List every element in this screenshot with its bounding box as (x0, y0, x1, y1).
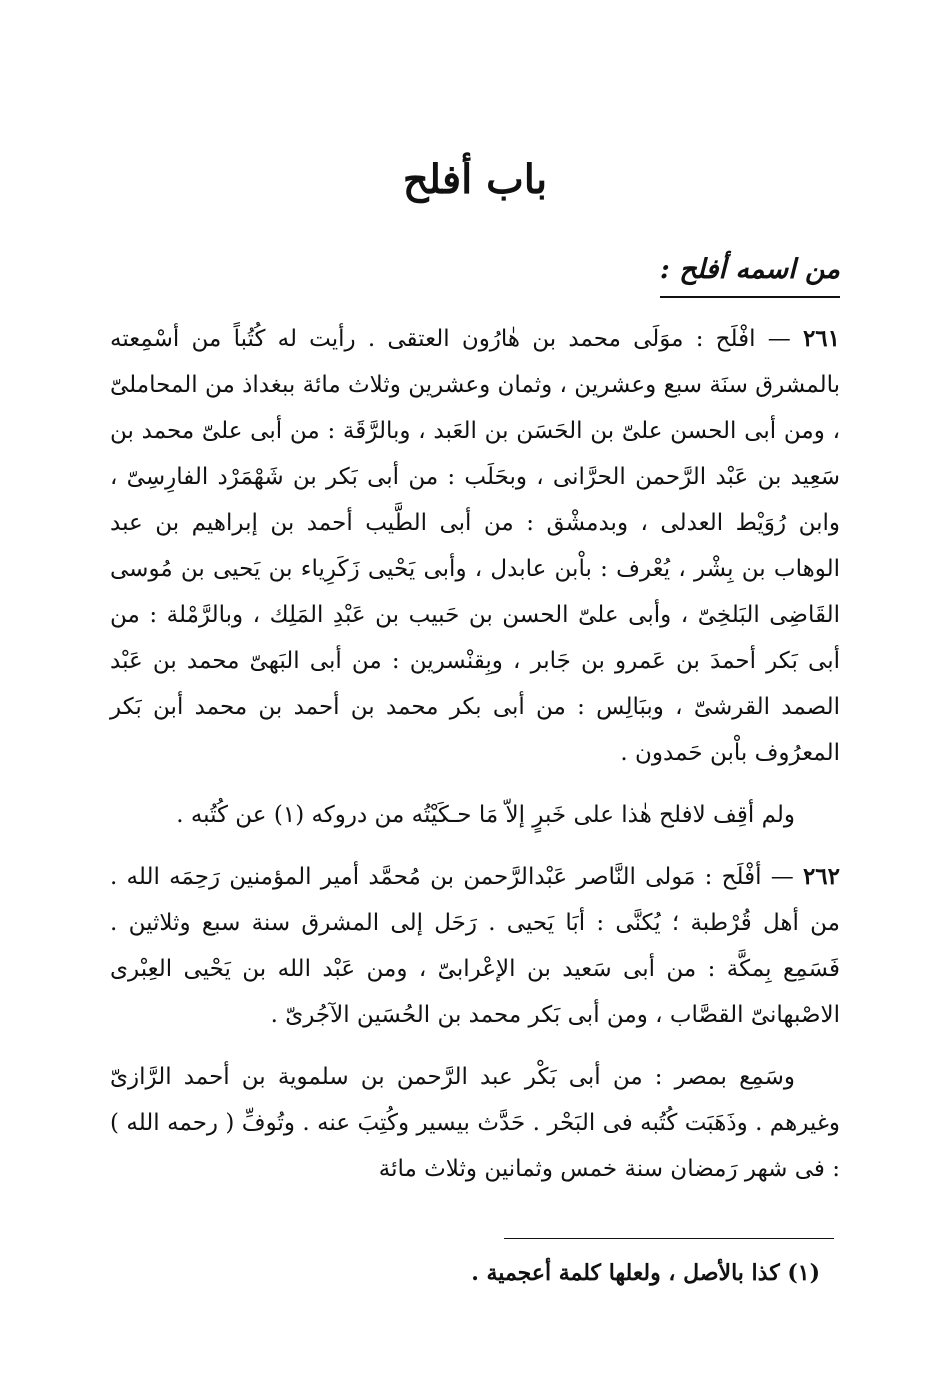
entry-261 (110, 316, 840, 776)
footnote: (١) كذا بالأصل ، ولعلها كلمة أعجمية . (471, 1260, 820, 1286)
continuation-paragraph (110, 1054, 840, 1192)
chapter-title: باب أفلح (402, 156, 548, 203)
paragraph-text: وسَمِع بمصر : من أبى بَكْر عبد الرَّحمن بن سلموية بن أحمد الرَّازىّ وغيرهم . وذَهَبَت كُتُبه فى البَحْر . حَدَّث بيسير وكُتِبَ عنه . وتُوفِّ ( رحمه الله ) : فى شهر رَمضان سنة خمس وثمانين وثلاث مائة (110, 1064, 840, 1182)
note-paragraph (110, 792, 840, 838)
entry-262 (110, 854, 840, 1038)
entry-number: ٢٦١ (802, 325, 841, 352)
section-heading: من اسمه أفلح : (660, 250, 840, 298)
entry-text: — افْلَح : موَلَى محمد بن هٰارُون العتقى . رأيت له كُتُباً من أسْمِعته بالمشرق سنَة سبع وعشرين ، وثمان وعشرين وثلاث مائة ببغداذ من المحاملىّ ، ومن أبى الحسن علىّ بن الحَسَن بن العَبد ، وبالرَّقَة : من أبى علىّ محمد بن سَعِيد بن عَبْد الرَّحمن الحرَّانى ، وبحَلَب : من أبى بَكر بن شَهْمَرْد الفارِسِىّ ، وابن رُوَيْط العدلى ، وبدمشْق : من أبى الطَّيب أحمد بن إبراهيم بن عبد الوهاب بن بِشْر ، يُعْرف : باْبن عابدل ، وأبى يَحْيى زَكَرِياء بن يَحيى بن مُوسى القَاضِى البَلخِىّ ، وأبى علىّ الحسن بن حَبيب بن عَبْدِ المَلِك ، وبالرَّمْلة : من أبى بَكر أحمدَ بن عَمرو بن جَابر ، وبِقنْسرين : من أبى البَهىّ محمد بن عَبْد الصمد القرشىّ ، وببَالِس : من أبى بكر محمد بن أحمد بن محمد أبن بَكر المعرُوف باْبن حَمدون . (110, 326, 840, 766)
section-heading-wrap (110, 250, 840, 298)
entry-text: — أفْلَح : مَولى النَّاصر عَبْدالرَّحمن بن مُحمَّد أمير المؤمنين رَحِمَه الله . من أهل قُرْطبة ؛ يُكنَّى : أبَا يَحيى . رَحَل إلى المشرق سنة سبع وثلاثين . فَسَمِع بِمكَّة : من أبى سَعيد بن الإعْرابىّ ، ومن عَبْد الله بن يَحْيى العِبْرى الاصْبهانىّ القصَّاب ، ومن أبى بَكر محمد بن الحُسَين الآجُرىّ . (110, 864, 840, 1028)
entry-number: ٢٦٢ (802, 863, 841, 890)
paragraph-text: ولم أقِف لافلح هٰذا على خَبرٍ إلاّ مَا حـكَيْتُه من دروكه (١) عن كُتُبه . (176, 802, 795, 828)
footnote-divider (504, 1238, 834, 1239)
